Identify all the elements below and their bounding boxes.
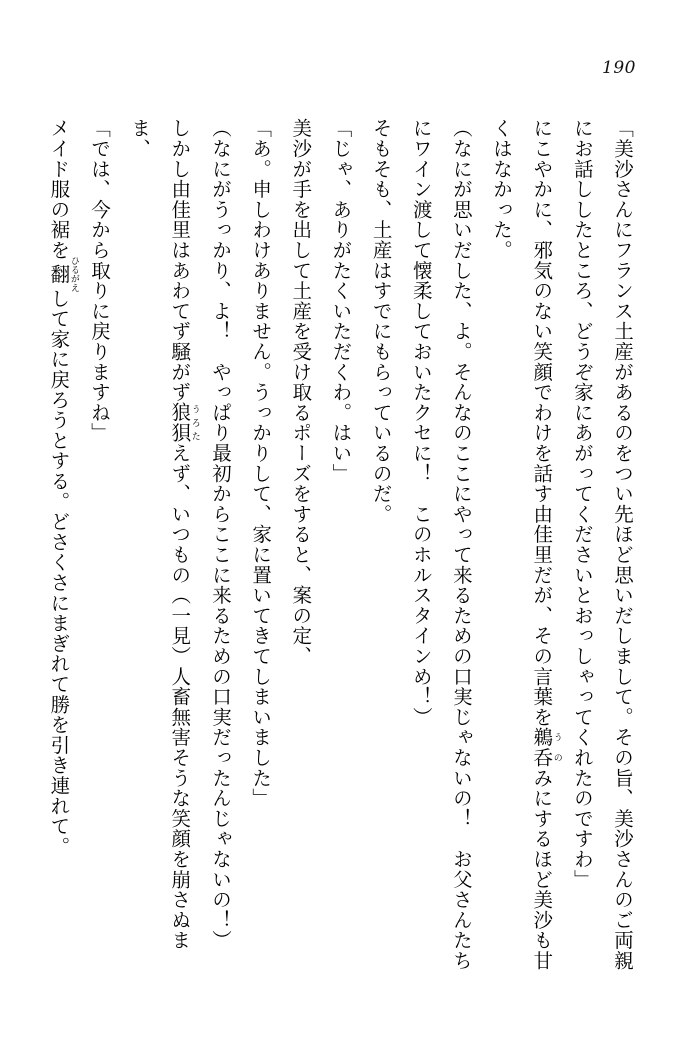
page-body-text (47, 118, 642, 978)
page-number: 190 (602, 58, 636, 78)
paragraph-9: しかし由佳里はあわてず騒がず狼狽うろたえず、いつもの（一見）人畜無害そうな笑顔を崩さぬまま、 (128, 118, 200, 951)
paragraph-10: 「では、今から取りに戻りますね」 (87, 118, 111, 443)
paragraph-3: （なにが思いだした、よ。そんなのここにやって来るための口実じゃないの！ お父さんたちにワイン渡して懐柔しておいたクセに！ このホルスタインめ！） (409, 118, 473, 971)
paragraph-5: 「じゃ、ありがたくいただくわ。はい」 (329, 118, 353, 484)
paragraph-1: 「美沙さんにフランス土産があるのをつい先ほど思いだしまして。その旨、美沙さんのご両親にお話ししたところ、どうぞ家にあがってくださいとおっしゃってくれたのですわ」 (570, 118, 634, 971)
paragraph-8: （なにがうっかり、よ！ やっぱり最初からここに来るための口実だったんじゃないの！） (208, 118, 232, 951)
paragraph-2: にこやかに、邪気のない笑顔でわけを話す由佳里だが、その言葉を鵜呑うのみにするほど美沙も甘くはなかった。 (490, 118, 562, 971)
paragraph-6: 美沙が手を出して土産を受け取るポーズをすると、案の定、 (289, 118, 313, 667)
paragraph-4: そもそも、土産はすでにもらっているのだ。 (369, 118, 393, 524)
paragraph-11: メイド服の裾を翻ひるがえして家に戻ろうとする。どさくさにまぎれて勝を引き連れて。 (47, 118, 79, 857)
paragraph-7: 「あ。申しわけありません。うっかりして、家に置いてきてしまいました」 (249, 118, 273, 809)
